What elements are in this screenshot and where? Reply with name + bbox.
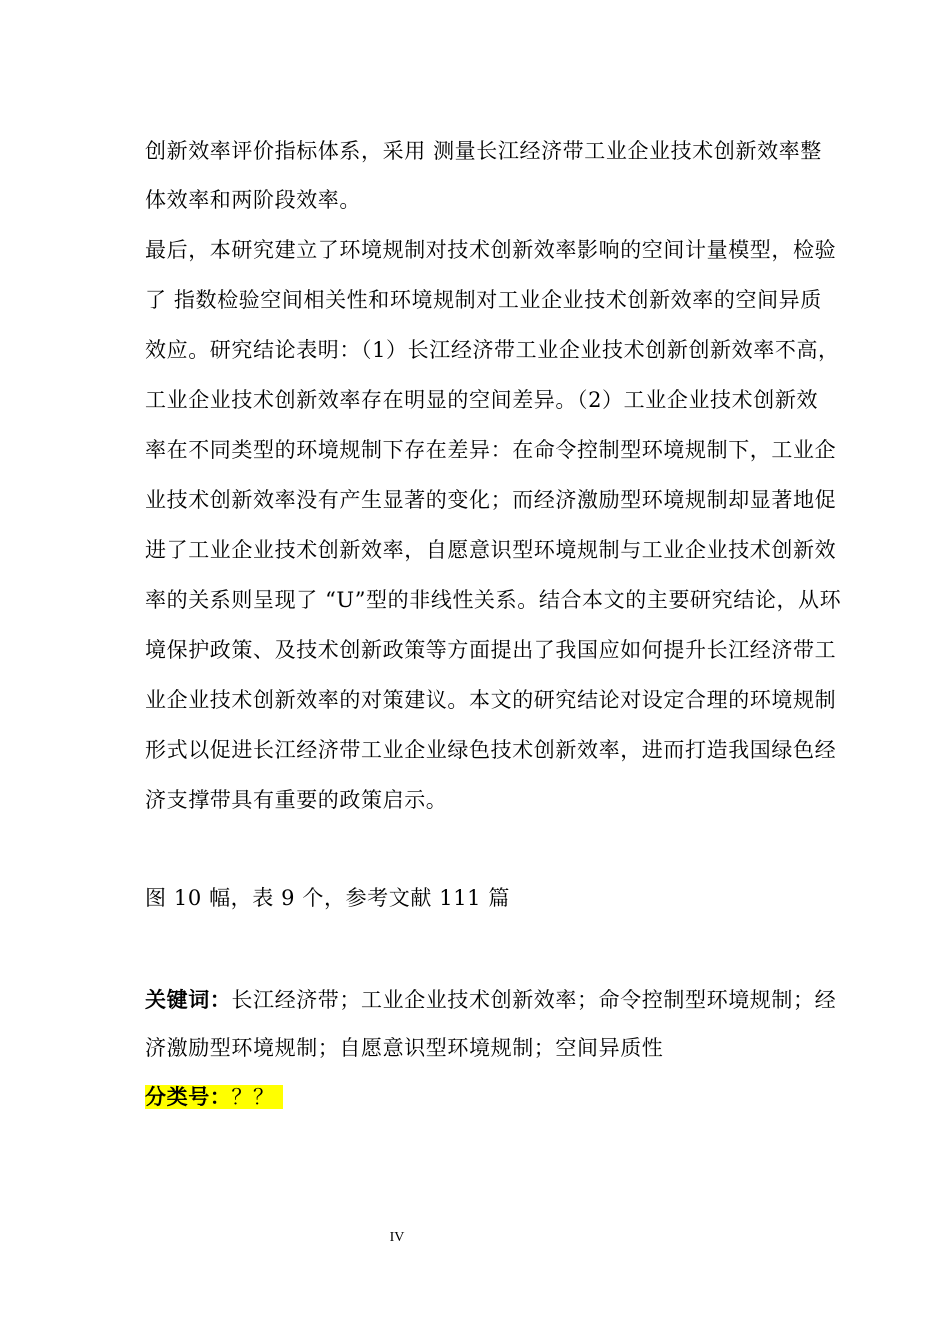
figure-table-reference-count: 图 10 幅，表 9 个，参考文献 111 篇 bbox=[145, 886, 511, 910]
keywords-line-2: 济激励型环境规制；自愿意识型环境规制；空间异质性 bbox=[145, 1036, 664, 1060]
abstract-line: 形式以促进长江经济带工业企业绿色技术创新效率，进而打造我国绿色经 bbox=[145, 738, 837, 762]
abstract-line: 济支撑带具有重要的政策启示。 bbox=[145, 788, 448, 812]
abstract-line: 了 指数检验空间相关性和环境规制对工业企业技术创新效率的空间异质 bbox=[145, 288, 822, 312]
abstract-line: 业技术创新效率没有产生显著的变化；而经济激励型环境规制却显著地促 bbox=[145, 488, 837, 512]
abstract-line: 境保护政策、及技术创新政策等方面提出了我国应如何提升长江经济带工 bbox=[145, 638, 837, 662]
abstract-line: 效应。研究结论表明：（1）长江经济带工业企业技术创新创新效率不高， bbox=[145, 338, 840, 362]
abstract-line: 创新效率评价指标体系，采用 测量长江经济带工业企业技术创新效率整 bbox=[145, 139, 822, 163]
classification-value: ？？ bbox=[231, 1085, 275, 1109]
abstract-line: 最后，本研究建立了环境规制对技术创新效率影响的空间计量模型，检验 bbox=[145, 238, 837, 262]
abstract-line: 业企业技术创新效率的对策建议。本文的研究结论对设定合理的环境规制 bbox=[145, 688, 837, 712]
keywords-label: 关键词： bbox=[145, 988, 232, 1012]
abstract-line: 进了工业企业技术创新效率，自愿意识型环境规制与工业企业技术创新效 bbox=[145, 538, 837, 562]
abstract-line: 率的关系则呈现了 “U”型的非线性关系。结合本文的主要研究结论，从环 bbox=[145, 588, 842, 612]
keywords-text: 长江经济带；工业企业技术创新效率；命令控制型环境规制；经 bbox=[231, 988, 837, 1012]
abstract-line: 工业企业技术创新效率存在明显的空间差异。（2）工业企业技术创新效 bbox=[145, 388, 819, 412]
abstract-line: 体效率和两阶段效率。 bbox=[145, 188, 361, 212]
classification-highlight bbox=[145, 1085, 283, 1109]
page-number: IV bbox=[389, 1230, 405, 1245]
classification-label: 分类号： bbox=[145, 1085, 232, 1109]
keywords-line-1 bbox=[145, 986, 836, 1014]
abstract-line: 率在不同类型的环境规制下存在差异：在命令控制型环境规制下，工业企 bbox=[145, 438, 837, 462]
classification-line bbox=[145, 1083, 283, 1111]
